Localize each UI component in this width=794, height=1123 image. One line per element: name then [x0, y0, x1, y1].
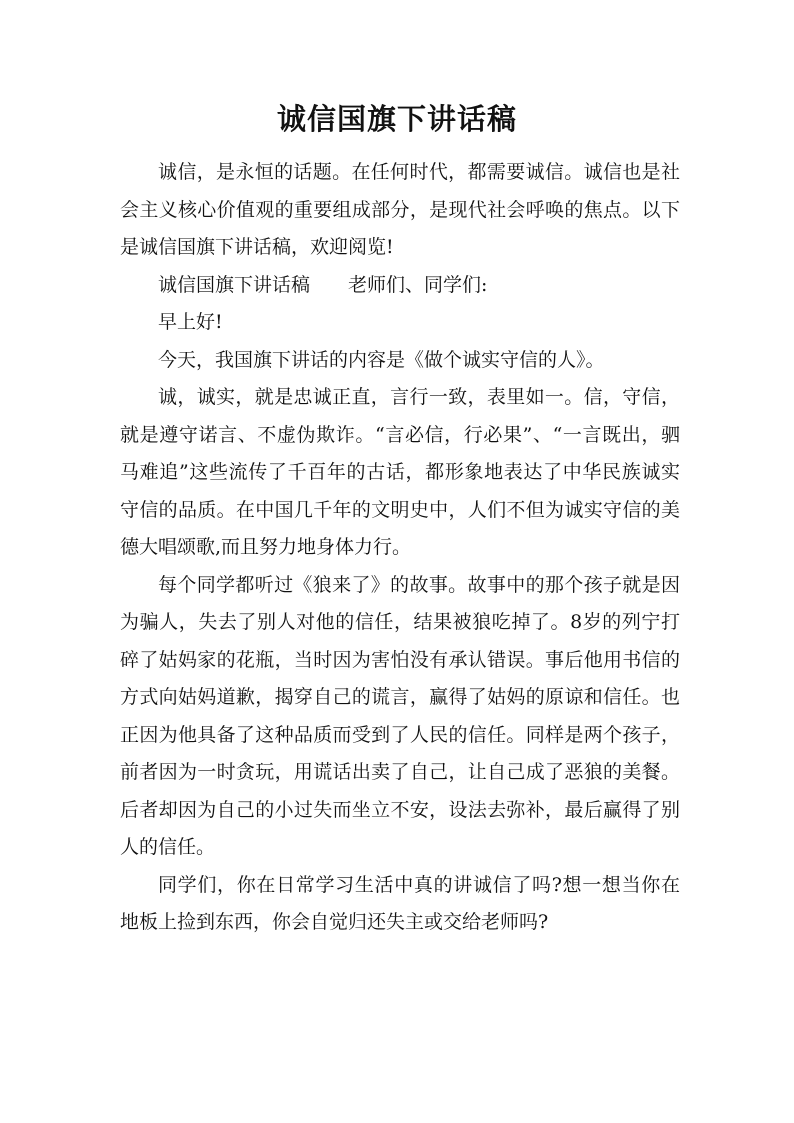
document-body: [120, 154, 680, 942]
document-title: 诚信国旗下讲话稿: [276, 102, 517, 136]
paragraph-intro: 诚信，是永恒的话题。在任何时代，都需要诚信。诚信也是社会主义核心价值观的重要组成部分，是现代社会呼唤的焦点。以下是诚信国旗下讲话稿，欢迎阅览!: [120, 161, 680, 258]
paragraph-salutation: 诚信国旗下讲话稿 老师们、同学们:: [158, 273, 488, 296]
paragraph-honesty-definition: 诚，诚实，就是忠诚正直，言行一致，表里如一。信，守信，就是遵守诺言、不虚伪欺诈。“言必信，行必果”、“一言既出，驷马难追”这些流传了千百年的古话，都形象地表达了中华民族诚实守信的品质。在中国几千年的文明史中，人们不但为诚实守信的美德大唱颂歌,而且努力地身体力行。: [120, 386, 680, 558]
paragraph-stories: 每个同学都听过《狼来了》的故事。故事中的那个孩子就是因为骗人，失去了别人对他的信任，结果被狼吃掉了。8岁的列宁打碎了姑妈家的花瓶，当时因为害怕没有承认错误。事后他用书信的方式向姑妈道歉，揭穿自己的谎言，赢得了姑妈的原谅和信任。也正因为他具备了这种品质而受到了人民的信任。同样是两个孩子，前者因为一时贪玩，用谎话出卖了自己，让自己成了恶狼的美餐。后者却因为自己的小过失而坐立不安，设法去弥补，最后赢得了别人的信任。: [120, 573, 680, 858]
paragraph-topic: 今天，我国旗下讲话的内容是《做个诚实守信的人》。: [158, 348, 605, 371]
paragraph-reflection: 同学们，你在日常学习生活中真的讲诚信了吗?想一想当你在地板上捡到东西，你会自觉归还失主或交给老师吗?: [120, 873, 680, 933]
paragraph-greeting: 早上好!: [158, 311, 223, 333]
